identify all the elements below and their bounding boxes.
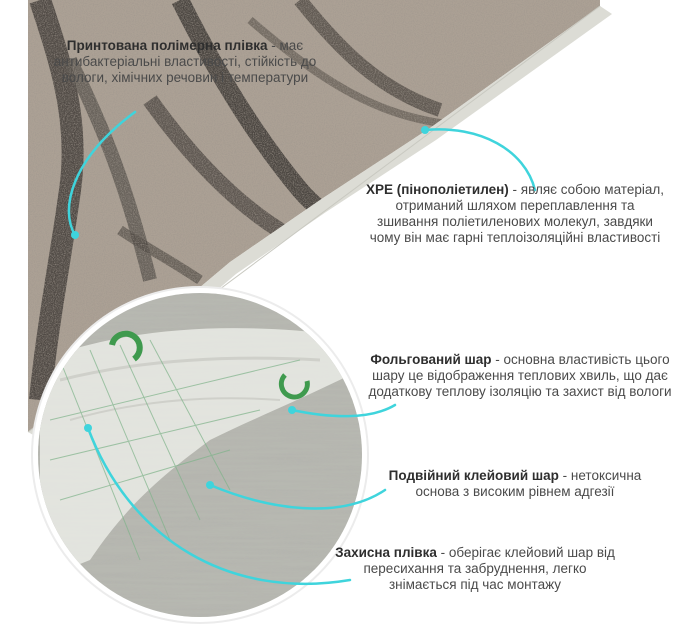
- label-xpe: [365, 182, 665, 246]
- label-xpe-title: XPE (пінополіетилен): [366, 182, 509, 197]
- label-printed-film-title: Принтована полімерна плівка: [66, 38, 268, 53]
- label-protective-film-title: Захисна плівка: [335, 545, 437, 560]
- label-foil-layer-title: Фольгований шар: [370, 352, 492, 367]
- label-adhesive-layer-desc: - нетоксична основа з високим рівнем адгезії: [415, 468, 642, 499]
- label-printed-film-desc: - має антибактеріальні властивості, стійкість до вологи, хімічних речовин і температури: [53, 38, 317, 85]
- connector-dot-xpe: [421, 126, 429, 134]
- label-foil-layer: [360, 352, 680, 400]
- magnified-layers-circle: [30, 287, 370, 623]
- label-protective-film: [330, 545, 620, 593]
- label-protective-film-desc: - оберігає клейовий шар від пересихання та забруднення, легко знімається під час монтажу: [363, 545, 615, 592]
- connector-dot-prot: [84, 424, 92, 432]
- label-foil-layer-desc: - основна властивість цього шару це відображення теплових хвиль, що дає додаткову теплову ізоляцію та захист від вологи: [368, 352, 672, 399]
- connector-xpe: [425, 129, 535, 190]
- connector-dot-film: [71, 231, 79, 239]
- label-xpe-desc: - являє собою матеріал, отриманий шляхом переплавлення та зшивання поліетиленових молекул, завдяки чому він має гарні теплоізоляційні властивості: [369, 182, 664, 245]
- connector-dot-glue: [206, 481, 214, 489]
- label-printed-film: [50, 38, 320, 86]
- label-adhesive-layer: [380, 468, 650, 500]
- label-adhesive-layer-title: Подвійний клейовий шар: [388, 468, 559, 483]
- connector-dot-foil: [288, 406, 296, 414]
